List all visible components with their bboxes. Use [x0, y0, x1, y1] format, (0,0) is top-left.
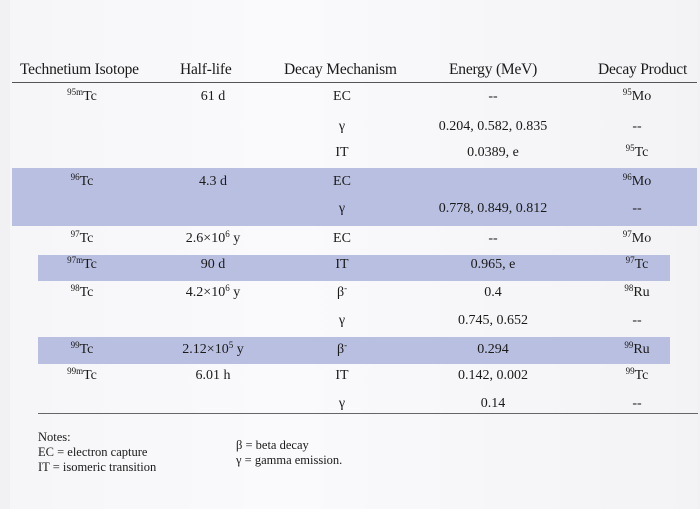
isotope-mass: 99m	[67, 366, 84, 376]
cell-decay-mechanism	[339, 396, 345, 412]
cell-decay-product	[626, 368, 649, 384]
product-symbol: --	[632, 396, 642, 411]
product-symbol: Tc	[634, 145, 649, 160]
product-symbol: --	[632, 119, 642, 134]
cell-half-life	[199, 174, 227, 190]
highlight-band-97mtc	[38, 255, 670, 281]
half-life-value: 90 d	[200, 257, 226, 272]
note-gamma: γ = gamma emission.	[236, 453, 343, 467]
half-life-value: 2.12×10	[182, 342, 229, 357]
product-mass: 96	[622, 172, 632, 182]
note-beta: β = beta decay	[236, 438, 309, 452]
cell-decay-mechanism	[339, 313, 345, 329]
cell-decay-mechanism	[335, 257, 348, 273]
energy-value: 0.778, 0.849, 0.812	[438, 201, 548, 216]
energy-value: 0.294	[477, 342, 509, 357]
cell-half-life	[196, 368, 231, 384]
cell-isotope	[67, 89, 97, 105]
half-life-value: 6.01 h	[195, 368, 231, 383]
isotope-symbol: Tc	[79, 342, 94, 357]
highlight-band-96tc	[12, 168, 697, 226]
product-symbol: --	[632, 201, 642, 216]
half-life-value: 2.6×10	[185, 231, 226, 246]
cell-decay-product	[626, 257, 649, 273]
cell-energy	[439, 119, 548, 135]
cell-decay-product	[632, 396, 641, 412]
cell-decay-mechanism	[333, 174, 351, 190]
mechanism-symbol: γ	[338, 313, 346, 328]
cell-half-life	[186, 285, 240, 301]
cell-energy	[484, 285, 502, 301]
product-mass: 98	[624, 283, 634, 293]
notes-left	[38, 430, 156, 475]
isotope-mass: 95m	[67, 87, 84, 97]
energy-value: 0.0389, e	[467, 145, 519, 160]
product-mass: 95	[625, 143, 635, 153]
isotope-mass: 97m	[67, 255, 84, 265]
isotope-mass: 96	[70, 172, 80, 182]
isotope-symbol: Tc	[79, 231, 94, 246]
isotope-mass: 97	[70, 229, 80, 239]
footer-rule	[38, 413, 698, 414]
cell-isotope	[71, 174, 94, 190]
cell-decay-mechanism	[335, 145, 348, 161]
mechanism-charge: -	[344, 283, 348, 293]
energy-value: 0.745, 0.652	[458, 313, 528, 328]
mechanism-symbol: IT	[335, 145, 349, 160]
cell-decay-product	[632, 201, 641, 217]
cell-decay-product	[624, 342, 649, 358]
isotope-symbol: Tc	[83, 89, 97, 104]
half-life-unit: y	[233, 342, 244, 357]
cell-isotope	[71, 285, 94, 301]
cell-isotope	[67, 257, 97, 273]
cell-decay-product	[632, 119, 641, 135]
energy-value: 0.204, 0.582, 0.835	[438, 119, 548, 134]
product-mass: 99	[624, 340, 634, 350]
isotope-symbol: Tc	[79, 174, 94, 189]
mechanism-symbol: EC	[333, 174, 351, 189]
half-life-exponent: 5	[228, 340, 234, 350]
cell-decay-mechanism	[339, 201, 345, 217]
energy-value: --	[488, 231, 498, 246]
product-symbol: --	[632, 313, 642, 328]
product-symbol: Tc	[634, 257, 649, 272]
product-symbol: Tc	[634, 368, 649, 383]
mechanism-charge: -	[344, 340, 348, 350]
mechanism-symbol: β	[336, 342, 345, 357]
isotope-mass: 99	[70, 340, 80, 350]
product-mass: 97	[622, 229, 632, 239]
cell-energy	[458, 313, 528, 329]
half-life-exponent: 6	[225, 283, 230, 293]
header-half-life: Half-life	[180, 61, 232, 78]
energy-value: --	[488, 89, 498, 104]
cell-decay-product	[623, 89, 651, 105]
cell-isotope	[71, 342, 94, 358]
highlight-band-99tc	[38, 337, 670, 364]
notes-right	[236, 438, 342, 468]
mechanism-symbol: γ	[338, 396, 346, 411]
isotope-symbol: Tc	[83, 368, 97, 383]
energy-value: 0.142, 0.002	[458, 368, 528, 383]
cell-half-life	[201, 89, 226, 105]
cell-energy	[439, 201, 548, 217]
cell-decay-product	[623, 174, 651, 190]
cell-decay-mechanism	[333, 89, 351, 105]
cell-decay-product	[626, 145, 649, 161]
product-symbol: Ru	[633, 342, 650, 357]
cell-decay-product	[632, 313, 641, 329]
cell-half-life	[182, 342, 243, 358]
cell-decay-mechanism	[337, 285, 347, 301]
cell-energy	[477, 342, 509, 358]
half-life-unit: y	[229, 285, 241, 300]
cell-decay-mechanism	[335, 368, 348, 384]
cell-isotope	[67, 368, 97, 384]
mechanism-symbol: EC	[333, 89, 351, 104]
energy-value: 0.14	[480, 396, 506, 411]
isotope-mass: 98	[70, 283, 80, 293]
cell-isotope	[71, 231, 94, 247]
isotope-symbol: Tc	[79, 285, 94, 300]
product-mass: 99	[625, 366, 635, 376]
header-energy: Energy (MeV)	[449, 61, 538, 78]
mechanism-symbol: IT	[335, 368, 349, 383]
cell-decay-product	[623, 231, 651, 247]
product-symbol: Ru	[633, 285, 650, 300]
isotope-symbol: Tc	[83, 257, 97, 272]
note-it: IT = isomeric transition	[38, 460, 157, 474]
cell-energy	[467, 145, 519, 161]
cell-decay-mechanism	[333, 231, 351, 247]
half-life-value: 61 d	[200, 89, 226, 104]
product-mass: 95	[622, 87, 632, 97]
cell-half-life	[186, 231, 240, 247]
mechanism-symbol: β	[336, 285, 345, 300]
header-isotope: Technetium Isotope	[20, 61, 139, 78]
mechanism-symbol: γ	[338, 119, 346, 134]
half-life-exponent: 6	[225, 229, 230, 239]
half-life-unit: y	[229, 231, 241, 246]
note-ec: EC = electron capture	[38, 445, 148, 459]
cell-energy	[488, 231, 497, 247]
header-rule	[12, 82, 697, 83]
half-life-value: 4.2×10	[185, 285, 226, 300]
product-symbol: Mo	[631, 231, 652, 246]
product-mass: 97	[625, 255, 635, 265]
cell-half-life	[201, 257, 226, 273]
energy-value: 0.4	[484, 285, 502, 300]
mechanism-symbol: γ	[338, 201, 346, 216]
header-decay-product: Decay Product	[598, 61, 688, 78]
cell-decay-mechanism	[339, 119, 345, 135]
cell-energy	[488, 89, 497, 105]
mechanism-symbol: EC	[333, 231, 351, 246]
cell-energy	[458, 368, 528, 384]
notes-title: Notes:	[38, 430, 71, 444]
energy-value: 0.965, e	[470, 257, 516, 272]
cell-energy	[471, 257, 516, 273]
product-symbol: Mo	[631, 89, 652, 104]
mechanism-symbol: IT	[335, 257, 349, 272]
half-life-value: 4.3 d	[199, 174, 227, 189]
cell-energy	[481, 396, 506, 412]
header-decay-mechanism: Decay Mechanism	[284, 61, 397, 78]
cell-decay-product	[624, 285, 649, 301]
product-symbol: Mo	[631, 174, 652, 189]
cell-decay-mechanism	[337, 342, 347, 358]
